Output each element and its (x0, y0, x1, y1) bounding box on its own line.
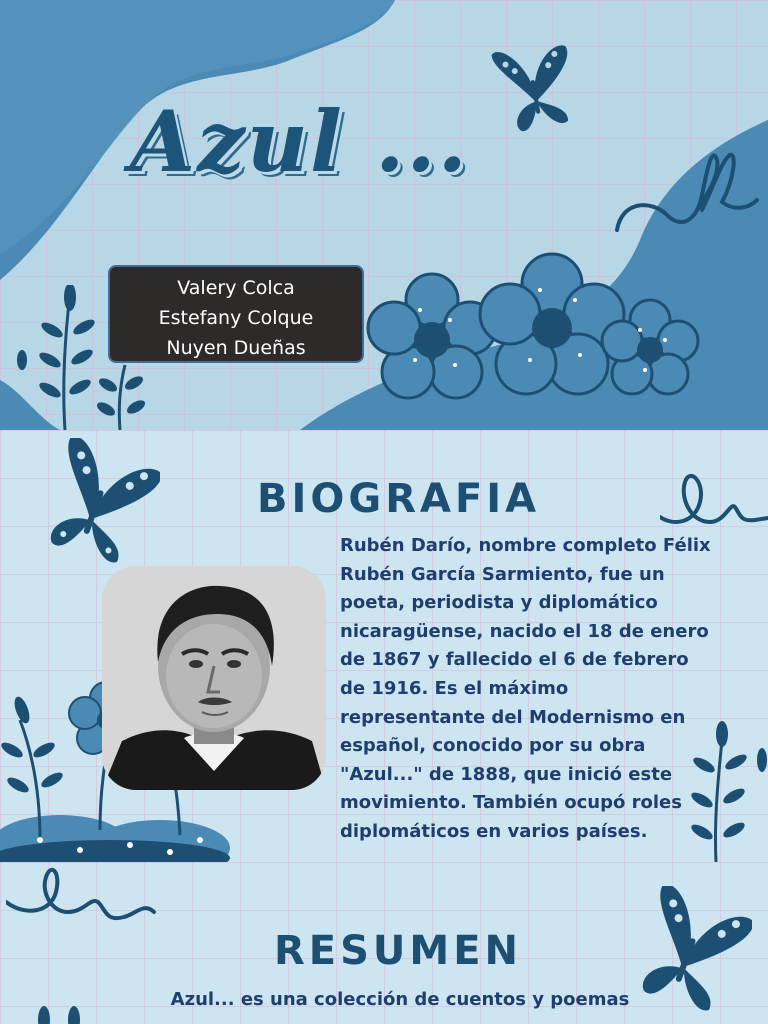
text-line: nicaragüense, nacido el 18 de enero (340, 620, 709, 642)
text-line: de 1916. Es el máximo (340, 677, 569, 699)
biography-slide (0, 430, 768, 862)
summary-text (120, 986, 680, 1015)
swirl-icon (660, 462, 768, 532)
text-line: diplomáticos en varios países. (340, 820, 648, 842)
biography-text (340, 532, 760, 847)
summary-slide (0, 862, 768, 1024)
text-line: Azul... es una colección de cuentos y poemas (170, 989, 630, 1010)
authors-box (108, 265, 364, 363)
text-line: representante del Modernismo en (340, 706, 686, 728)
text-line: de 1867 y fallecido el 6 de febrero (340, 649, 689, 671)
author-name: Estefany Colque (158, 307, 314, 329)
cover-slide (0, 0, 768, 430)
text-line: Rubén Darío, nombre completo Félix (340, 535, 711, 556)
text-line: "Azul..." de 1888, que inició este (340, 763, 673, 785)
author-name: Valery Colca (177, 277, 295, 299)
flower-icon (360, 240, 710, 415)
swirl-icon (612, 140, 762, 240)
butterfly-icon (488, 40, 580, 135)
butterfly-icon (36, 438, 160, 568)
text-line: movimiento. También ocupó roles (340, 792, 682, 814)
text-line: Rubén García Sarmiento, fue un (340, 563, 665, 585)
author-name: Nuyen Dueñas (166, 337, 306, 359)
cover-title: Azul ... (130, 92, 469, 191)
summary-heading: RESUMEN (274, 928, 523, 974)
swirl-icon (6, 862, 156, 932)
portrait-photo (102, 566, 326, 790)
leaf-icon (30, 1000, 90, 1024)
text-line: poeta, periodista y diplomático (340, 592, 658, 614)
text-line: español, conocido por su obra (340, 735, 646, 757)
biography-heading: BIOGRAFIA (257, 476, 541, 522)
